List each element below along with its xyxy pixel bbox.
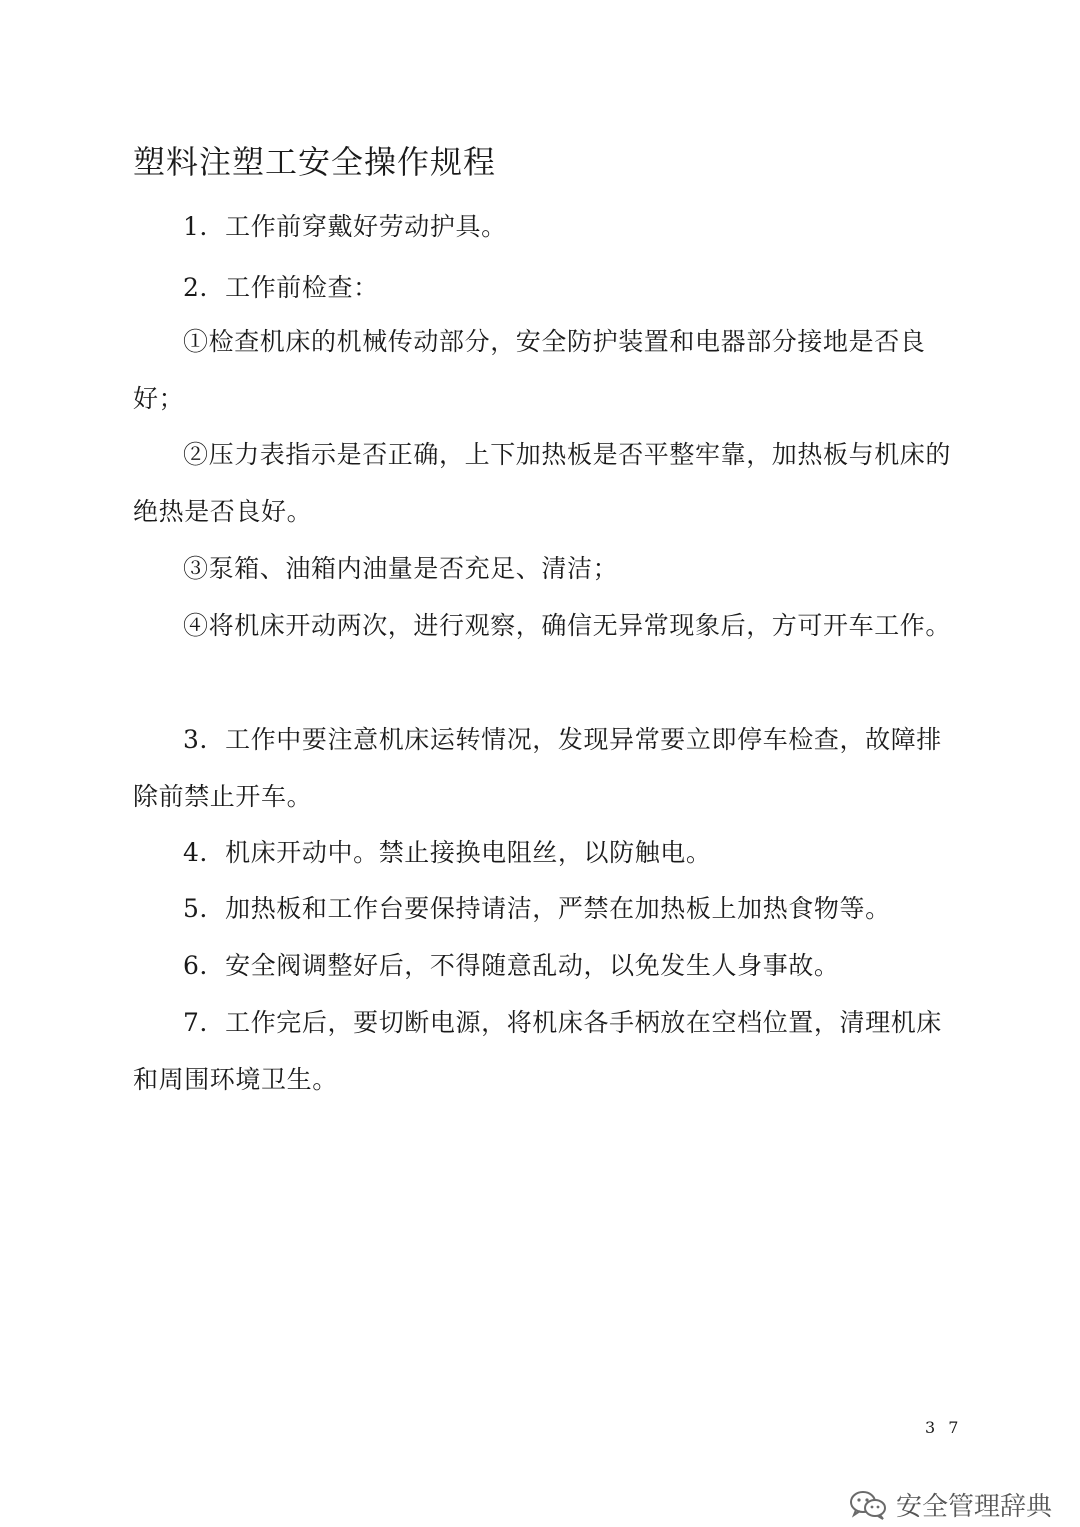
paragraph-2: 2．工作前检查： (183, 273, 379, 302)
wechat-icon (848, 1489, 888, 1521)
paragraph-6: 6．安全阀调整好后，不得随意乱动，以免发生人身事故。 (183, 951, 840, 980)
page-number: 3 7 (925, 1418, 963, 1437)
paragraph-4: 4．机床开动中。禁止接换电阻丝，以防触电。 (183, 838, 712, 867)
paragraph-3: 3．工作中要注意机床运转情况，发现异常要立即停车检查，故障排除前禁止开车。 (133, 725, 942, 811)
paragraph-2-item-1: ①检查机床的机械传动部分，安全防护装置和电器部分接地是否良好； (133, 327, 926, 413)
paragraph-1: 1．工作前穿戴好劳动护具。 (183, 212, 507, 241)
paragraph-5: 5．加热板和工作台要保持请洁，严禁在加热板上加热食物等。 (183, 894, 891, 923)
paragraph-2-item-3: ③泵箱、油箱内油量是否充足、清洁； (183, 554, 619, 583)
paragraph-2-item-2: ②压力表指示是否正确，上下加热板是否平整牢靠，加热板与机床的绝热是否良好。 (133, 440, 952, 526)
paragraph-2-item-4: ④将机床开动两次，进行观察，确信无异常现象后，方可开车工作。 (183, 611, 952, 640)
watermark (848, 1486, 1052, 1523)
document-title: 塑料注塑工安全操作规程 (133, 143, 497, 181)
paragraph-7: 7．工作完后，要切断电源，将机床各手柄放在空档位置，清理机床和周围环境卫生。 (133, 1008, 942, 1094)
watermark-label: 安全管理辞典 (896, 1492, 1053, 1522)
